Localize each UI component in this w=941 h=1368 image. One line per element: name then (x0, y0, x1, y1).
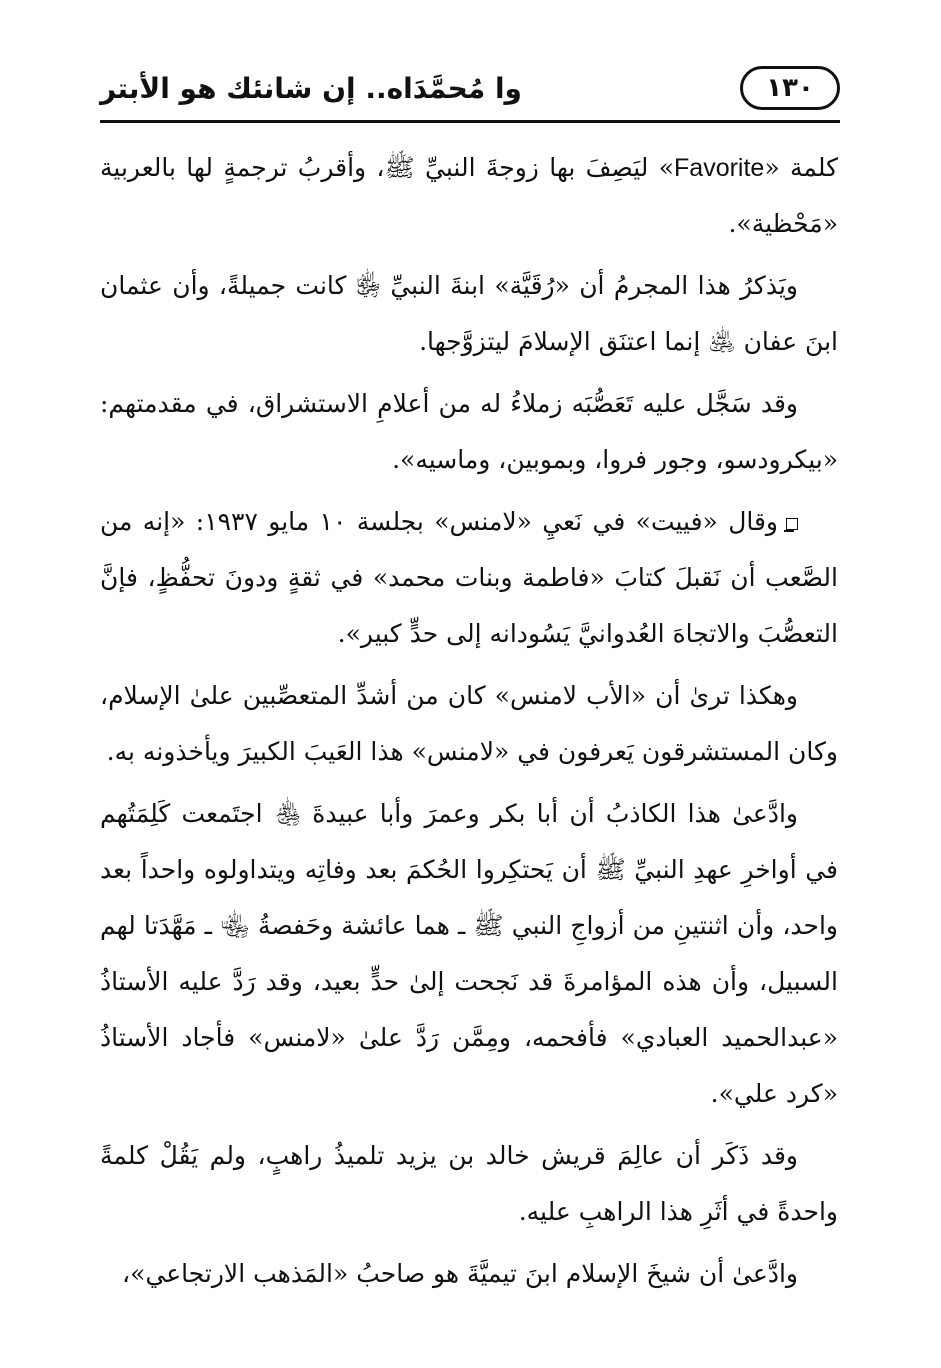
paragraph-4 (100, 494, 838, 662)
paragraph-1 (100, 140, 838, 252)
page-number: ١٣٠ (740, 66, 840, 110)
running-title: وا مُحمَّدَاه.. إن شانئك هو الأبتر (100, 72, 522, 105)
paragraph-7: وقد ذَكَر أن عالِمَ قريش خالد بن يزيد تلميذُ راهبٍ، ولم يَقُلْ كلمةً واحدةً في أثَرِ هذا الراهبِ عليه. (100, 1141, 838, 1226)
paragraph-5: وهكذا ترىٰ أن «الأب لامنس» كان من أشدِّ المتعصِّبين علىٰ الإسلام، وكان المستشرقون يَعرفون في «لامنس» هذا العَيبَ الكبيرَ ويأخذونه به. (100, 681, 838, 766)
paragraph-1-text-b: » ليَصِفَ بها زوجةَ النبيِّ ﷺ، وأقربُ ترجمةٍ لها بالعربية «مَحْظية». (100, 153, 838, 238)
box-bullet-icon (786, 518, 798, 530)
paragraph-4-text: وقال «فييت» في نَعيِ «لامنس» بجلسة ١٠ مايو ١٩٣٧: «إنه من الصَّعب أن نَقبلَ كتابَ «فاطمة وبنات محمد» في ثقةٍ ودونَ تحفُّظٍ، فإنَّ التعصُّبَ والاتجاهَ العُدوانيَّ يَسُودانه إلى حدٍّ كبير». (100, 507, 838, 648)
paragraph-2: ويَذكرُ هذا المجرمُ أن «رُقَيَّة» ابنةَ النبيِّ ﵂ كانت جميلةً، وأن عثمان ابنَ عفان ﵁ إنما اعتنَق الإسلامَ ليتزوَّجها. (100, 271, 838, 356)
paragraph-3: وقد سَجَّل عليه تَعَصُّبَه زملاءُ له من أعلامِ الاستشراق، في مقدمتهم: «بيكرودسو، وجور فروا، وبموبين، وماسيه». (100, 389, 838, 474)
header-rule (100, 120, 840, 123)
latin-word: Favorite (674, 154, 765, 182)
paragraph-6: وادَّعىٰ هذا الكاذبُ أن أبا بكر وعمرَ وأبا عبيدةَ ﵃ اجتَمعت كَلِمَتُهم في أواخرِ عهدِ النبيِّ ﷺ أن يَحتكِروا الحُكمَ بعد وفاتِه ويتداولوه واحداً بعد واحد، وأن اثنتينِ من أزواجِ النبي ﷺ ـ هما عائشة وحَفصةُ ﵄ ـ مَهَّدَتا لهم السبيل، وأن هذه المؤامرةَ قد نَجحت إلىٰ حدٍّ بعيد، وقد رَدَّ عليه الأستاذُ «عبدالحميد العبادي» فأفحمه، ومِمَّن رَدَّ علىٰ «لامنس» فأجاد الأستاذُ «كرد علي». (100, 799, 838, 1108)
paragraph-8: وادَّعىٰ أن شيخَ الإسلام ابنَ تيميَّةَ هو صاحبُ «المَذهب الارتجاعي»، (122, 1259, 798, 1288)
page-header (100, 60, 840, 126)
paragraph-1-text-a: كلمة « (764, 153, 838, 182)
body-text (100, 140, 838, 1308)
